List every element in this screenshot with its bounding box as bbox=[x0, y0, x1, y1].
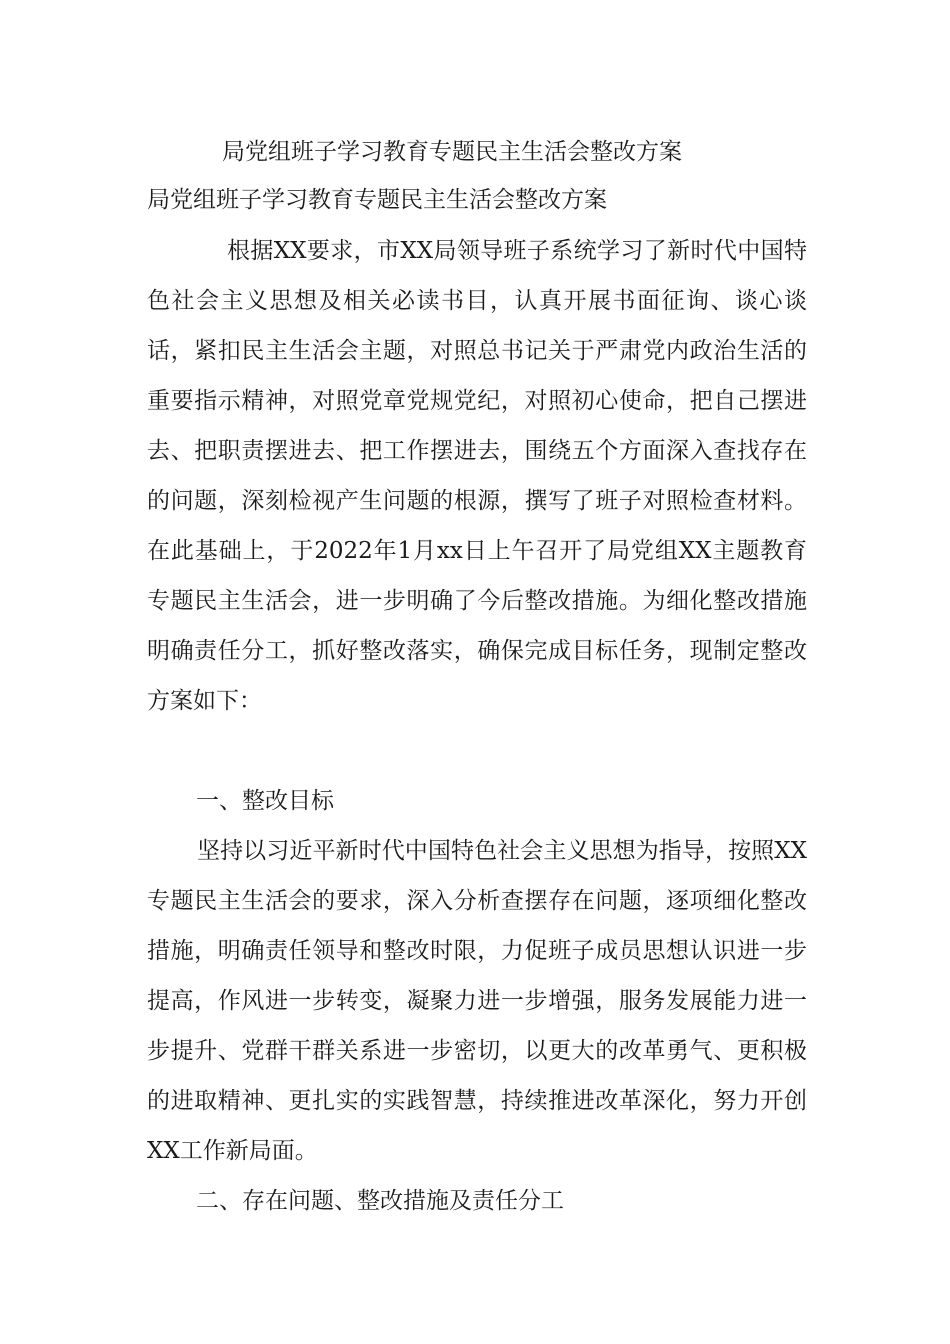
section-heading-issues: 二、存在问题、整改措施及责任分工 bbox=[196, 1188, 564, 1214]
document-subtitle: 局党组班子学习教育专题民主生活会整改方案 bbox=[147, 187, 607, 213]
section-heading-goals: 一、整改目标 bbox=[196, 788, 334, 814]
intro-paragraph: 根据XX要求，市XX局领导班子系统学习了新时代中国特色社会主义思想及相关必读书目，认真开展书面征询、谈心谈话，紧扣民主生活会主题，对照总书记关于严肃党内政治生活的重要指示精神，对照党章党规党纪，对照初心使命，把自己摆进去、把职责摆进去、把工作摆进去，围绕五个方面深入查找存在的问题，深刻检视产生问题的根源，撰写了班子对照检查材料。在此基础上，于2022年1月xx日上午召开了局党组XX主题教育专题民主生活会，进一步明确了今后整改措施。为细化整改措施明确责任分工，抓好整改落实，确保完成目标任务，现制定整改方案如下： bbox=[147, 238, 807, 714]
document-title: 局党组班子学习教育专题民主生活会整改方案 bbox=[222, 139, 682, 165]
goals-paragraph: 坚持以习近平新时代中国特色社会主义思想为指导，按照XX专题民主生活会的要求，深入分析查摆存在问题，逐项细化整改措施，明确责任领导和整改时限，力促班子成员思想认识进一步提高，作风进一步转变，凝聚力进一步增强，服务发展能力进一步提升、党群干群关系进一步密切，以更大的改革勇气、更积极的进取精神、更扎实的实践智慧，持续推进改革深化，努力开创XX工作新局面。 bbox=[147, 838, 807, 1164]
